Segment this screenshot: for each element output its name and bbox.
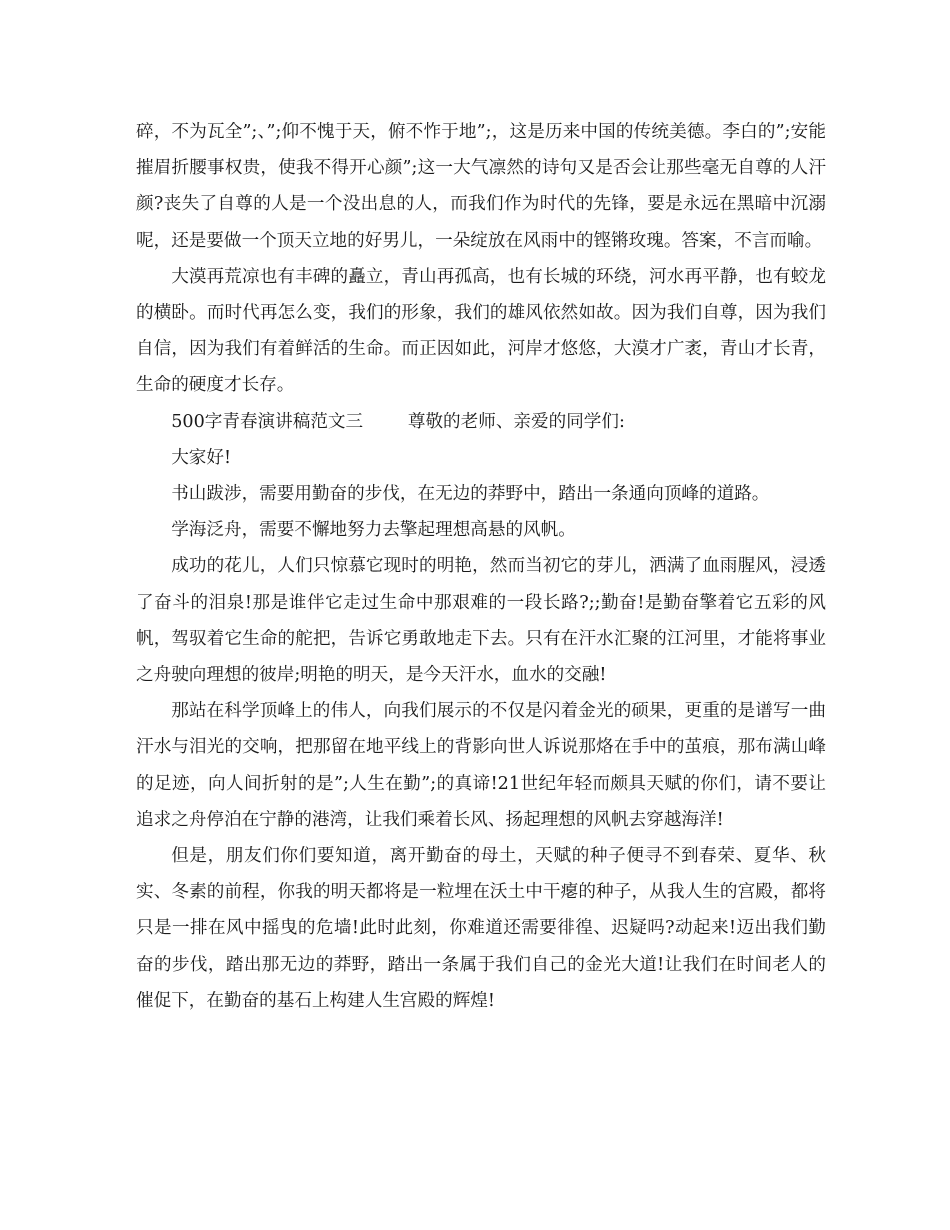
document-body	[136, 114, 826, 1019]
section-heading: 500字青春演讲稿范文三 尊敬的老师、亲爱的同学们:	[171, 411, 625, 432]
paragraph-continued: 碎，不为瓦全”;、”;仰不愧于天，俯不怍于地”;，这是历来中国的传统美德。李白的”;安能摧眉折腰事权贵，使我不得开心颜”;这一大气凛然的诗句又是否会让那些毫无自尊的人汗颜?丧失了自尊的人是一个没出息的人，而我们作为时代的先锋，要是永远在黑暗中沉溺呢，还是要做一个顶天立地的好男儿，一朵绽放在风雨中的铿锵玫瑰。答案，不言而喻。	[136, 122, 826, 251]
paragraph: 那站在科学顶峰上的伟人，向我们展示的不仅是闪着金光的硕果，更重的是谱写一曲汗水与泪光的交响，把那留在地平线上的背影向世人诉说那烙在手中的茧痕，那布满山峰的足迹，向人间折射的是”;人生在勤”;的真谛!21世纪年轻而颇具天赋的你们，请不要让追求之舟停泊在宁静的港湾，让我们乘着长风、扬起理想的风帆去穿越海洋!	[136, 701, 826, 830]
paragraph: 大漠再荒凉也有丰碑的矗立，青山再孤高，也有长城的环绕，河水再平静，也有蛟龙的横卧。而时代再怎么变，我们的形象，我们的雄风依然如故。因为我们自尊，因为我们自信，因为我们有着鲜活的生命。而正因如此，河岸才悠悠，大漠才广袤，青山才长青，生命的硬度才长存。	[136, 266, 826, 396]
paragraph: 成功的花儿，人们只惊慕它现时的明艳，然而当初它的芽儿，洒满了血雨腥风，浸透了奋斗的泪泉!那是谁伴它走过生命中那艰难的一段长路?;;勤奋!是勤奋擎着它五彩的风帆，驾驭着它生命的舵把，告诉它勇敢地走下去。只有在汗水汇聚的江河里，才能将事业之舟驶向理想的彼岸;明艳的明天，是今天汗水，血水的交融!	[136, 556, 826, 686]
paragraph: 书山跋涉，需要用勤奋的步伐，在无边的莽野中，踏出一条通向顶峰的道路。	[171, 484, 770, 505]
paragraph: 但是，朋友们你们要知道，离开勤奋的母土，天赋的种子便寻不到春荣、夏华、秋实、冬素的前程，你我的明天都将是一粒埋在沃土中干瘪的种子，从我人生的宫殿，都将只是一排在风中摇曳的危墙!此时此刻，你难道还需要徘徨、迟疑吗?动起来!迈出我们勤奋的步伐，踏出那无边的莽野，踏出一条属于我们自己的金光大道!让我们在时间老人的催促下，在勤奋的基石上构建人生宫殿的辉煌!	[136, 846, 826, 1011]
paragraph: 学海泛舟，需要不懈地努力去擎起理想高悬的风帆。	[171, 520, 576, 541]
greeting: 大家好!	[171, 447, 232, 468]
